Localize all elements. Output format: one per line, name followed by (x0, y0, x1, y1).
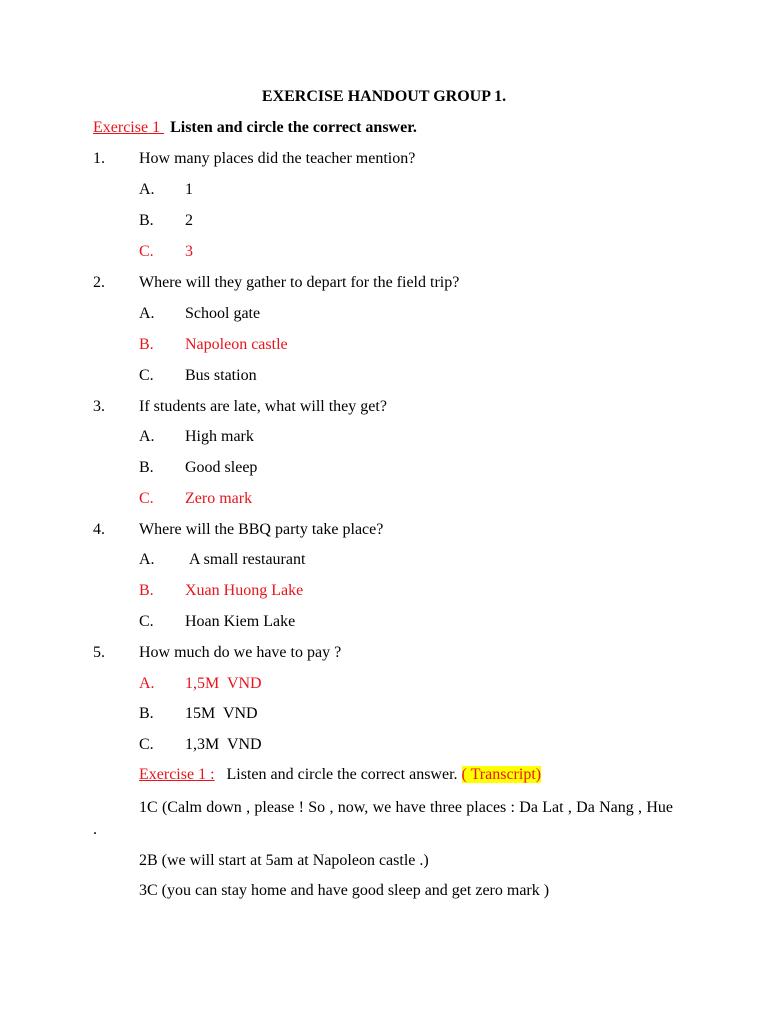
option-letter: B. (139, 336, 154, 353)
transcript-heading (139, 766, 541, 784)
question-text: Where will they gather to depart for the field trip? (139, 274, 460, 291)
option-text: Napoleon castle (185, 336, 288, 353)
transcript-line-text: 1C (Calm down , please ! So , now, we have three places : Da Lat , Da Nang , Hue . (93, 799, 673, 838)
option-text: Xuan Huong Lake (185, 582, 304, 599)
option-text: Hoan Kiem Lake (185, 613, 296, 630)
question-number: 1. (93, 150, 105, 167)
question-text: If students are late, what will they get? (139, 398, 387, 415)
option-text: School gate (185, 305, 261, 322)
option-text: A small restaurant (189, 551, 306, 568)
option-letter: A. (139, 551, 155, 568)
option-text: High mark (185, 428, 254, 445)
transcript-line-3 (93, 880, 673, 902)
option-letter: A. (139, 675, 155, 692)
option-letter: A. (139, 305, 155, 322)
option-letter: C. (139, 736, 154, 753)
transcript-line-2 (93, 850, 673, 872)
question-text: How much do we have to pay ? (139, 644, 342, 661)
question-number: 4. (93, 521, 105, 538)
page-title: EXERCISE HANDOUT GROUP 1. (261, 88, 507, 105)
question-number: 2. (93, 274, 105, 291)
exercise-heading (93, 119, 417, 137)
option-letter: B. (139, 212, 154, 229)
option-text: 1,3M VND (185, 736, 262, 753)
exercise-label: Exercise 1 (93, 119, 165, 136)
option-text: 2 (185, 212, 193, 229)
option-text: 1,5M VND (185, 675, 262, 692)
option-letter: B. (139, 459, 154, 476)
option-text: Bus station (185, 367, 257, 384)
exercise-instruction: Listen and circle the correct answer. (170, 119, 417, 136)
option-text: 15M VND (185, 705, 258, 722)
transcript-label: Exercise 1 : (139, 766, 215, 783)
option-letter: C. (139, 490, 154, 507)
question-number: 5. (93, 644, 105, 661)
transcript-line-1 (93, 797, 673, 841)
option-letter: B. (139, 705, 154, 722)
question-number: 3. (93, 398, 105, 415)
transcript-instruction: Listen and circle the correct answer. (226, 766, 458, 783)
option-letter: C. (139, 613, 154, 630)
question-text: How many places did the teacher mention? (139, 150, 416, 167)
transcript-line-text: 2B (we will start at 5am at Napoleon castle .) (139, 852, 429, 869)
option-letter: B. (139, 582, 154, 599)
option-letter: C. (139, 367, 154, 384)
question-text: Where will the BBQ party take place? (139, 521, 384, 538)
option-letter: A. (139, 181, 155, 198)
option-text: 3 (185, 243, 193, 260)
option-text: 1 (185, 181, 193, 198)
transcript-tag: ( Transcript) (461, 766, 542, 783)
option-letter: C. (139, 243, 154, 260)
option-text: Good sleep (185, 459, 258, 476)
option-text: Zero mark (185, 490, 253, 507)
option-letter: A. (139, 428, 155, 445)
transcript-line-text: 3C (you can stay home and have good sleep and get zero mark ) (139, 882, 550, 899)
